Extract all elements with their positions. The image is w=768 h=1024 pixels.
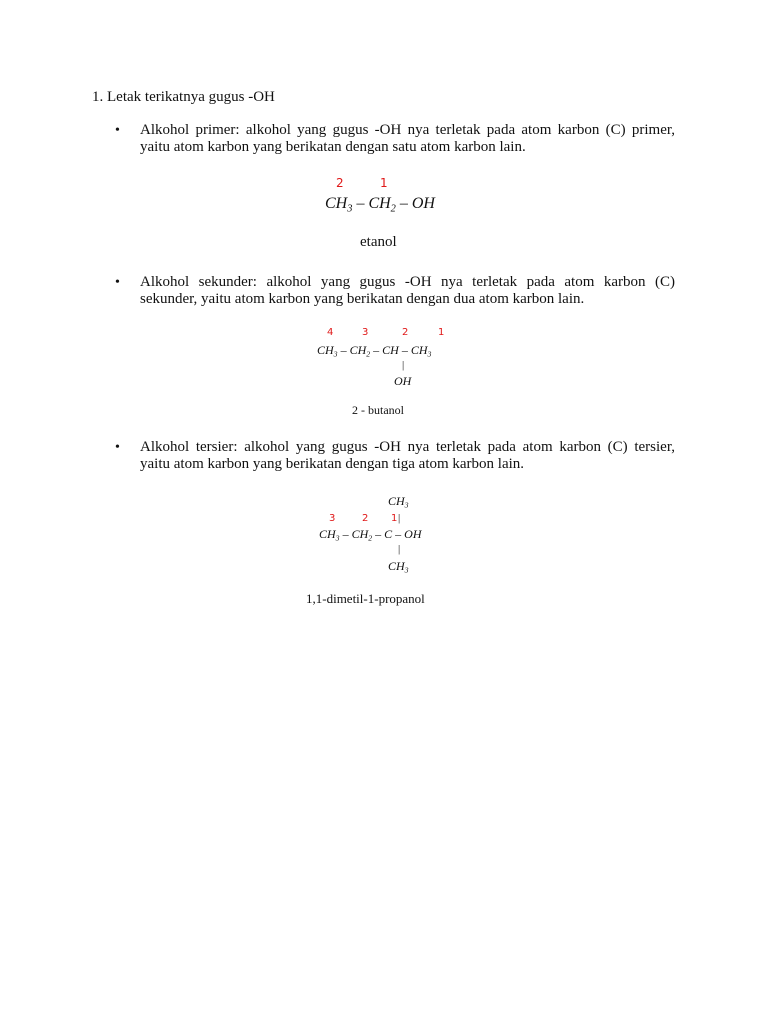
formula-group: – OH (395, 195, 435, 212)
formula-group: – $CH_3$ (398, 343, 432, 359)
carbon-number: 1 (380, 176, 388, 190)
formula-group: – $CH_2$ (337, 343, 371, 359)
bond-line: | (398, 543, 401, 555)
paragraph-line: yaitu atom karbon yang berikatan dengan satu atom karbon lain. (140, 139, 526, 155)
compound-name: 2 - butanol (352, 403, 404, 417)
paragraph-line: Alkohol primer: alkohol yang gugus -OH nya terletak pada atom karbon (C) primer, (140, 122, 675, 138)
methyl-branch-bottom: $CH_3$ (388, 559, 409, 575)
compound-name: 1,1-dimetil-1-propanol (306, 591, 425, 606)
compound-name: etanol (360, 234, 397, 250)
paragraph-secondary-alcohol (140, 274, 675, 308)
formula-group: – C (372, 527, 393, 541)
formula-group: – $CH_2$ (352, 195, 396, 215)
carbon-number: 3 (362, 327, 369, 338)
section-heading: 1. Letak terikatnya gugus -OH (92, 89, 275, 105)
formula-group: – $CH_2$ (339, 527, 373, 543)
paragraph-line: yaitu atom karbon yang berikatan dengan tiga atom karbon lain. (140, 456, 525, 472)
paragraph-tertiary-alcohol (140, 439, 675, 473)
methyl-branch-top: $CH_3$ (388, 494, 409, 510)
carbon-number: 2 (402, 327, 409, 338)
structural-formula-dimetilpropanol (319, 527, 422, 542)
bullet-marker: • (115, 123, 120, 138)
formula-group: $CH_3$ (325, 195, 353, 215)
bond-line: | (398, 512, 401, 524)
bullet-marker: • (115, 440, 120, 455)
carbon-number: 1 (391, 513, 398, 524)
paragraph-primary-alcohol (140, 122, 675, 156)
paragraph-line: sekunder, yaitu atom karbon yang berikatan dengan dua atom karbon lain. (140, 291, 585, 307)
bond-line: | (402, 359, 405, 371)
carbon-number: 2 (362, 513, 369, 524)
bullet-marker: • (115, 275, 120, 290)
paragraph-line: Alkohol tersier: alkohol yang gugus -OH nya terletak pada atom karbon (C) tersier, (140, 439, 675, 455)
structural-formula-butanol (317, 343, 431, 358)
formula-group: – OH (392, 527, 422, 541)
formula-group: $CH_3$ (317, 343, 338, 359)
carbon-number: 4 (327, 327, 334, 338)
structural-formula-etanol (325, 195, 435, 213)
formula-group: $CH_3$ (319, 527, 340, 543)
carbon-number: 2 (336, 176, 344, 190)
formula-group: – CH (370, 343, 399, 357)
hydroxyl-branch: OH (394, 374, 412, 388)
carbon-number: 1 (438, 327, 445, 338)
paragraph-line: Alkohol sekunder: alkohol yang gugus -OH nya terletak pada atom karbon (C) (140, 274, 675, 290)
carbon-number: 3 (329, 513, 336, 524)
